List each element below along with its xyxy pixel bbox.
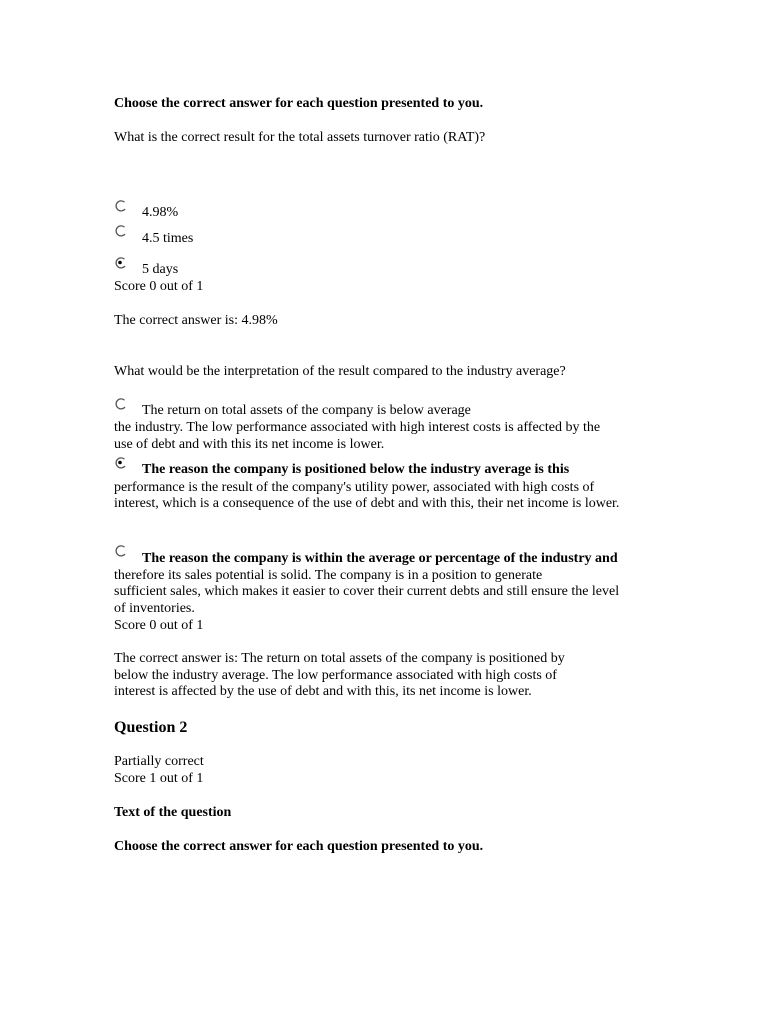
question-status: Partially correct	[114, 754, 204, 769]
radio-icon-unselected[interactable]	[114, 224, 128, 238]
question-heading: Question 2	[114, 719, 188, 736]
instruction-text: Choose the correct answer for each question presented to you.	[114, 96, 484, 111]
option-line: performance is the result of the company's utility power, associated with high costs of	[114, 480, 595, 495]
option-line: sufficient sales, which makes it easier to cover their current debts and still ensure the level	[114, 584, 620, 599]
correct-answer-line: below the industry average. The low performance associated with high costs of	[114, 668, 557, 683]
question-text-label: Text of the question	[114, 805, 232, 820]
radio-icon-unselected[interactable]	[114, 397, 128, 411]
radio-icon-selected[interactable]	[114, 256, 128, 270]
option-line: The reason the company is within the average or percentage of the industry and	[142, 551, 618, 566]
option-label: 5 days	[142, 262, 179, 277]
score-text: Score 0 out of 1	[114, 618, 204, 633]
question-text: What would be the interpretation of the result compared to the industry average?	[114, 364, 566, 379]
score-text: Score 0 out of 1	[114, 279, 204, 294]
option-line: therefore its sales potential is solid. The company is in a position to generate	[114, 568, 543, 583]
radio-icon-unselected[interactable]	[114, 544, 128, 558]
correct-answer-text: The correct answer is: 4.98%	[114, 313, 278, 328]
option-line: The reason the company is positioned below the industry average is this	[142, 462, 570, 477]
correct-answer-line: interest is affected by the use of debt and with this, its net income is lower.	[114, 684, 532, 699]
option-line: interest, which is a consequence of the use of debt and with this, their net income is lower.	[114, 496, 620, 511]
option-line: The return on total assets of the company is below average	[142, 403, 471, 418]
score-text: Score 1 out of 1	[114, 771, 204, 786]
question-text: What is the correct result for the total assets turnover ratio (RAT)?	[114, 130, 486, 145]
option-line: of inventories.	[114, 601, 195, 616]
option-label: 4.5 times	[142, 231, 194, 246]
option-label: 4.98%	[142, 205, 179, 220]
correct-answer-line: The correct answer is: The return on total assets of the company is positioned by	[114, 651, 565, 666]
option-line: the industry. The low performance associated with high interest costs is affected by the	[114, 420, 601, 435]
instruction-text: Choose the correct answer for each question presented to you.	[114, 839, 484, 854]
option-line: use of debt and with this its net income is lower.	[114, 437, 385, 452]
radio-icon-unselected[interactable]	[114, 199, 128, 213]
radio-icon-selected[interactable]	[114, 456, 128, 470]
